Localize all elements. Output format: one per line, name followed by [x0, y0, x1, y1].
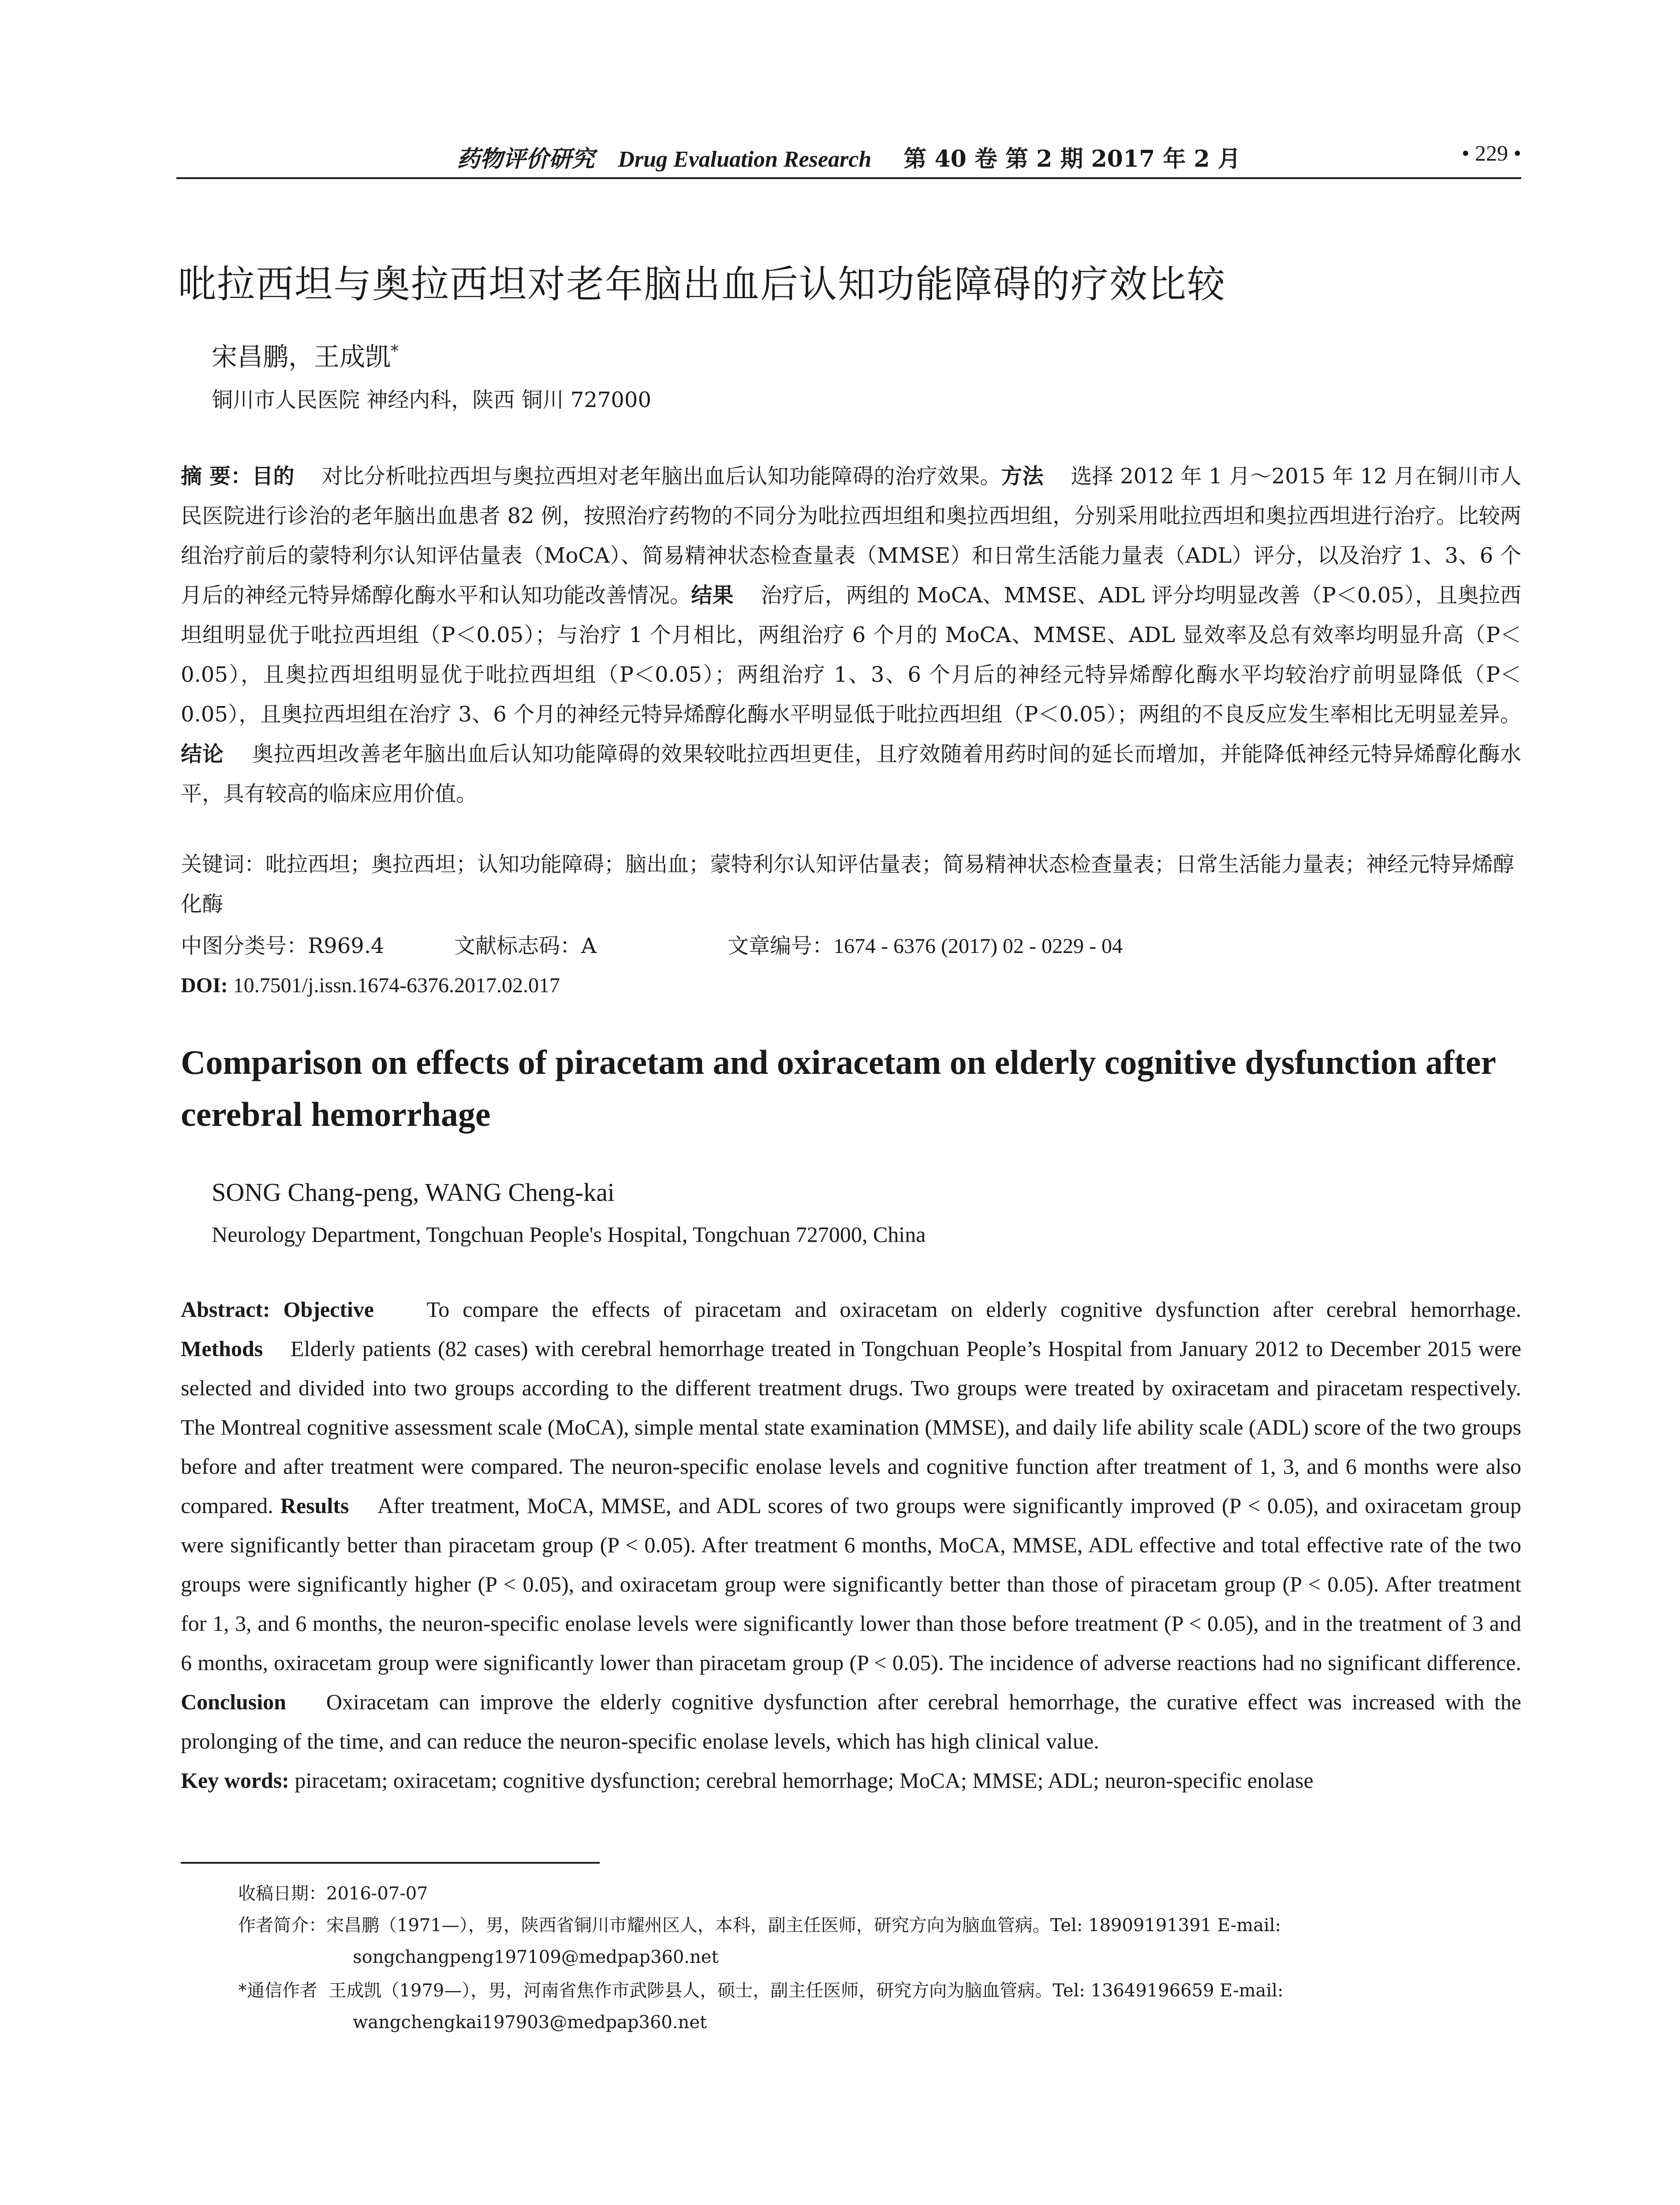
- corr-text: 王成凯（1979—），男，河南省焦作市武陟县人，硕士，副主任医师，研究方向为脑血管病。Tel: 13649196659 E-mail:: [329, 1981, 1284, 2001]
- footnote-rule: [181, 1862, 600, 1864]
- journal-issue: 第 40 卷 第 2 期 2017 年 2 月: [903, 146, 1241, 172]
- keywords-en-text: piracetam; oxiracetam; cognitive dysfunction; cerebral hemorrhage; MoCA; MMSE; ADL; neuron-specific enolase: [295, 1768, 1314, 1793]
- objective-en: To compare the effects of piracetam and oxiracetam on elderly cognitive dysfunction after cerebral hemorrhage.: [426, 1297, 1521, 1322]
- methods-en: Elderly patients (82 cases) with cerebral hemorrhage treated in Tongchuan People’s Hospital from January 2012 to December 2015 were selected and divided into two groups according to the different treatment drugs. Two groups were treated by oxiracetam and piracetam respectively. The Montreal cognitive assessment scale (MoCA), simple mental state examination (MMSE), and daily life ability scale (ADL) score of the two groups before and after treatment were compared. The neuron-specific enolase levels and cognitive function after treatment of 1, 3, and 6 months were also compared.: [181, 1336, 1522, 1518]
- conclusion-cn-label: 结论: [181, 742, 224, 766]
- footnote-author-bio: [238, 1910, 1490, 1973]
- keywords-en-label: Key words:: [181, 1768, 289, 1793]
- header-rule: [176, 177, 1521, 179]
- methods-cn-label: 方法: [1001, 464, 1044, 489]
- methods-cn: 选择 2012 年 1 月～2015 年 12 月在铜川市人民医院进行诊治的老年脑出血患者 82 例，按照治疗药物的不同分为吡拉西坦组和奥拉西坦组，分别采用吡拉西坦和奥拉西坦进行治疗。比较两组治疗前后的蒙特利尔认知评估量表（MoCA）、简易精神状态检查量表（MMSE）和日常生活能力量表（ADL）评分，以及治疗 1、3、6 个月后的神经元特异烯醇化酶水平和认知功能改善情况。: [181, 464, 1521, 608]
- abstract-cn-label: 摘 要：: [181, 464, 252, 489]
- clc-item: [181, 926, 454, 966]
- keywords-cn-text: 吡拉西坦；奥拉西坦；认知功能障碍；脑出血；蒙特利尔认知评估量表；简易精神状态检查量表；日常生活能力量表；神经元特异烯醇化酶: [181, 852, 1515, 916]
- title-cn: 吡拉西坦与奥拉西坦对老年脑出血后认知功能障碍的疗效比较: [178, 262, 1226, 306]
- classification-row: [181, 926, 1521, 966]
- article-number-item: [728, 926, 1123, 966]
- abstract-en-label: Abstract:: [181, 1297, 270, 1322]
- affiliation-en: Neurology Department, Tongchuan People's Hospital, Tongchuan 727000, China: [212, 1222, 926, 1247]
- doc-code-value: A: [581, 934, 597, 958]
- authors-cn-names: 宋昌鹏，王成凯: [212, 342, 391, 372]
- doi-label: DOI:: [181, 974, 228, 997]
- doc-code-item: [454, 926, 728, 966]
- results-cn: 治疗后，两组的 MoCA、MMSE、ADL 评分均明显改善（P＜0.05），且奥拉西坦组明显优于吡拉西坦组（P＜0.05）；与治疗 1 个月相比，两组治疗 6 个月的 MoCA、MMSE、ADL 显效率及总有效率均明显升高（P＜0.05），且奥拉西坦组明显优于吡拉西坦组（P＜0.05）；两组治疗 1、3、6 个月后的神经元特异烯醇化酶水平均较治疗前明显降低（P＜0.05），且奥拉西坦组在治疗 3、6 个月的神经元特异烯醇化酶水平明显低于吡拉西坦组（P＜0.05）；两组的不良反应发生率相比无明显差异。: [181, 583, 1521, 727]
- abstract-cn: [181, 456, 1521, 814]
- results-en-label: Results: [280, 1493, 349, 1518]
- corr-label: *通信作者: [238, 1981, 317, 2001]
- running-head: [176, 140, 1521, 180]
- affiliation-cn: 铜川市人民医院 神经内科，陕西 铜川 727000: [212, 388, 652, 412]
- objective-cn: 对比分析吡拉西坦与奥拉西坦对老年脑出血后认知功能障碍的治疗效果。: [321, 464, 1001, 489]
- journal-name-cn: 药物评价研究: [457, 146, 595, 172]
- objective-cn-label: 目的: [252, 464, 295, 489]
- article-number-value: 1674 - 6376 (2017) 02 - 0229 - 04: [833, 934, 1123, 958]
- journal-name-en: Drug Evaluation Research: [618, 147, 872, 172]
- clc-value: R969.4: [308, 934, 385, 958]
- clc-label: 中图分类号：: [181, 934, 308, 958]
- bio-label: 作者简介：: [238, 1915, 326, 1936]
- footnote-received: [238, 1878, 1490, 1910]
- results-en: After treatment, MoCA, MMSE, and ADL scores of two groups were significantly improved (P < 0.05), and oxiracetam group were significantly better than piracetam group (P < 0.05). After treatment 6 months, MoCA, MMSE, ADL effective and total effective rate of the two groups were significantly higher (P < 0.05), and oxiracetam group were significantly better than those of piracetam group (P < 0.05). After treatment for 1, 3, and 6 months, the neuron-specific enolase levels were significantly lower than those before treatment (P < 0.05), and in the treatment of 3 and 6 months, oxiracetam group were significantly lower than piracetam group (P < 0.05). The incidence of adverse reactions had no significant difference.: [181, 1493, 1522, 1675]
- corresponding-mark: *: [391, 342, 399, 361]
- doi-row: [181, 966, 560, 1005]
- conclusion-en-label: Conclusion: [181, 1689, 286, 1714]
- received-date: 2016-07-07: [326, 1884, 428, 1904]
- methods-en-label: Methods: [181, 1336, 263, 1361]
- doi-value[interactable]: 10.7501/j.issn.1674-6376.2017.02.017: [233, 974, 560, 997]
- authors-cn: [212, 336, 399, 373]
- conclusion-cn: 奥拉西坦改善老年脑出血后认知功能障碍的效果较吡拉西坦更佳，且疗效随着用药时间的延长而增加，并能降低神经元特异烯醇化酶水平，具有较高的临床应用价值。: [181, 742, 1521, 806]
- corr-email[interactable]: wangchengkai197903@medpap360.net: [353, 2012, 707, 2033]
- keywords-cn-label: 关键词：: [181, 852, 266, 877]
- article-number-label: 文章编号：: [728, 934, 834, 958]
- authors-en: SONG Chang-peng, WANG Cheng-kai: [212, 1178, 615, 1207]
- conclusion-en: Oxiracetam can improve the elderly cognitive dysfunction after cerebral hemorrhage, the curative effect was increased with the prolonging of the time, and can reduce the neuron-specific enolase levels, which has high clinical value.: [181, 1689, 1521, 1753]
- footnote-corresponding: [238, 1975, 1490, 2038]
- bio-text: 宋昌鹏（1971—），男，陕西省铜川市耀州区人，本科，副主任医师，研究方向为脑血管病。Tel: 18909191391 E-mail:: [326, 1915, 1281, 1936]
- running-head-center: [176, 140, 1521, 173]
- title-en: Comparison on effects of piracetam and oxiracetam on elderly cognitive dysfunction after cerebral hemorrhage: [181, 1043, 1496, 1133]
- bio-email[interactable]: songchangpeng197109@medpap360.net: [353, 1947, 719, 1967]
- abstract-en: [181, 1290, 1521, 1800]
- received-label: 收稿日期：: [238, 1884, 326, 1904]
- doc-code-label: 文献标志码：: [454, 934, 582, 958]
- results-cn-label: 结果: [691, 583, 734, 608]
- page-number: • 229 •: [1461, 141, 1521, 165]
- objective-en-label: Objective: [283, 1297, 374, 1322]
- keywords-cn: [181, 845, 1521, 924]
